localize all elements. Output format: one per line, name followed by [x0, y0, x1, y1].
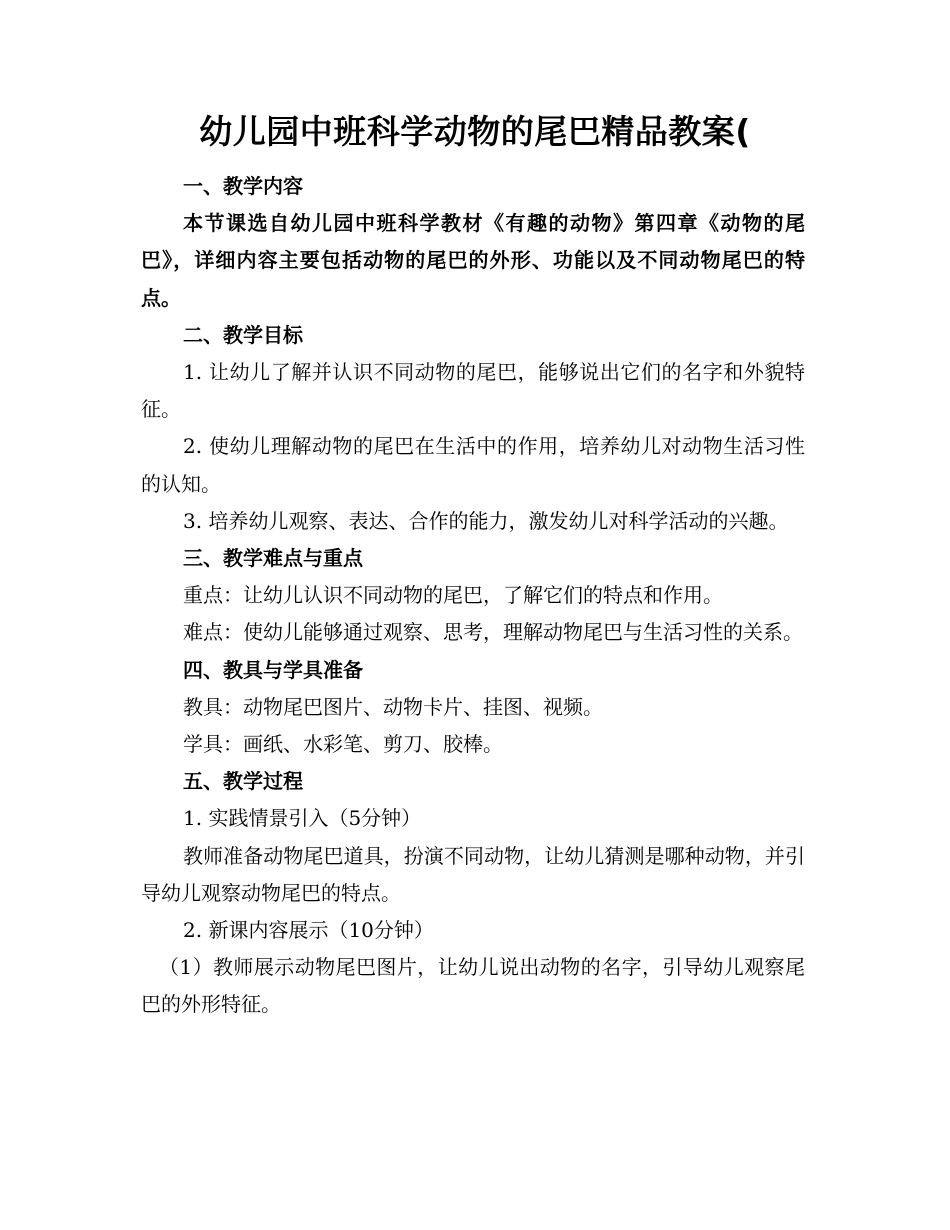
section-heading-teaching-aids: 四、教具与学具准备 [183, 657, 363, 682]
paragraph-process-step-2-sub-1: （1）教师展示动物尾巴图片，让幼儿说出动物的名字，引导幼儿观察尾巴的外形特征。 [141, 955, 805, 1017]
goal-item-3: 3. 培养幼儿观察、表达、合作的能力，激发幼儿对科学活动的兴趣。 [183, 508, 789, 533]
section-heading-teaching-content: 一、教学内容 [183, 174, 303, 198]
paragraph-process-step-1: 教师准备动物尾巴道具，扮演不同动物，让幼儿猜测是哪种动物，并引导幼儿观察动物尾巴的特点。 [141, 843, 805, 905]
section-heading-teaching-process: 五、教学过程 [183, 769, 303, 794]
paragraph-student-materials: 学具：画纸、水彩笔、剪刀、胶棒。 [183, 732, 503, 757]
paragraph-key-point: 重点：让幼儿认识不同动物的尾巴，了解它们的特点和作用。 [183, 583, 723, 608]
paragraph-teaching-content: 本节课选自幼儿园中班科学教材《有趣的动物》第四章《动物的尾巴》，详细内容主要包括动物的尾巴的外形、功能以及不同动物尾巴的特点。 [141, 211, 805, 310]
paragraph-difficult-point: 难点：使幼儿能够通过观察、思考，理解动物尾巴与生活习性的关系。 [183, 620, 803, 645]
section-heading-key-difficult-points: 三、教学难点与重点 [183, 546, 363, 571]
paragraph-teacher-aids: 教具：动物尾巴图片、动物卡片、挂图、视频。 [183, 694, 603, 719]
document-body [141, 168, 805, 1024]
goal-item-1: 1. 让幼儿了解并认识不同动物的尾巴，能够说出它们的名字和外貌特征。 [141, 360, 805, 422]
process-step-2: 2. 新课内容展示（10分钟） [183, 918, 434, 943]
section-heading-teaching-goals: 二、教学目标 [183, 322, 303, 347]
goal-item-2: 2. 使幼儿理解动物的尾巴在生活中的作用，培养幼儿对动物生活习性的认知。 [141, 434, 805, 496]
process-step-1: 1. 实践情景引入（5分钟） [183, 806, 422, 831]
document-title: 幼儿园中班科学动物的尾巴精品教案( [199, 112, 751, 151]
